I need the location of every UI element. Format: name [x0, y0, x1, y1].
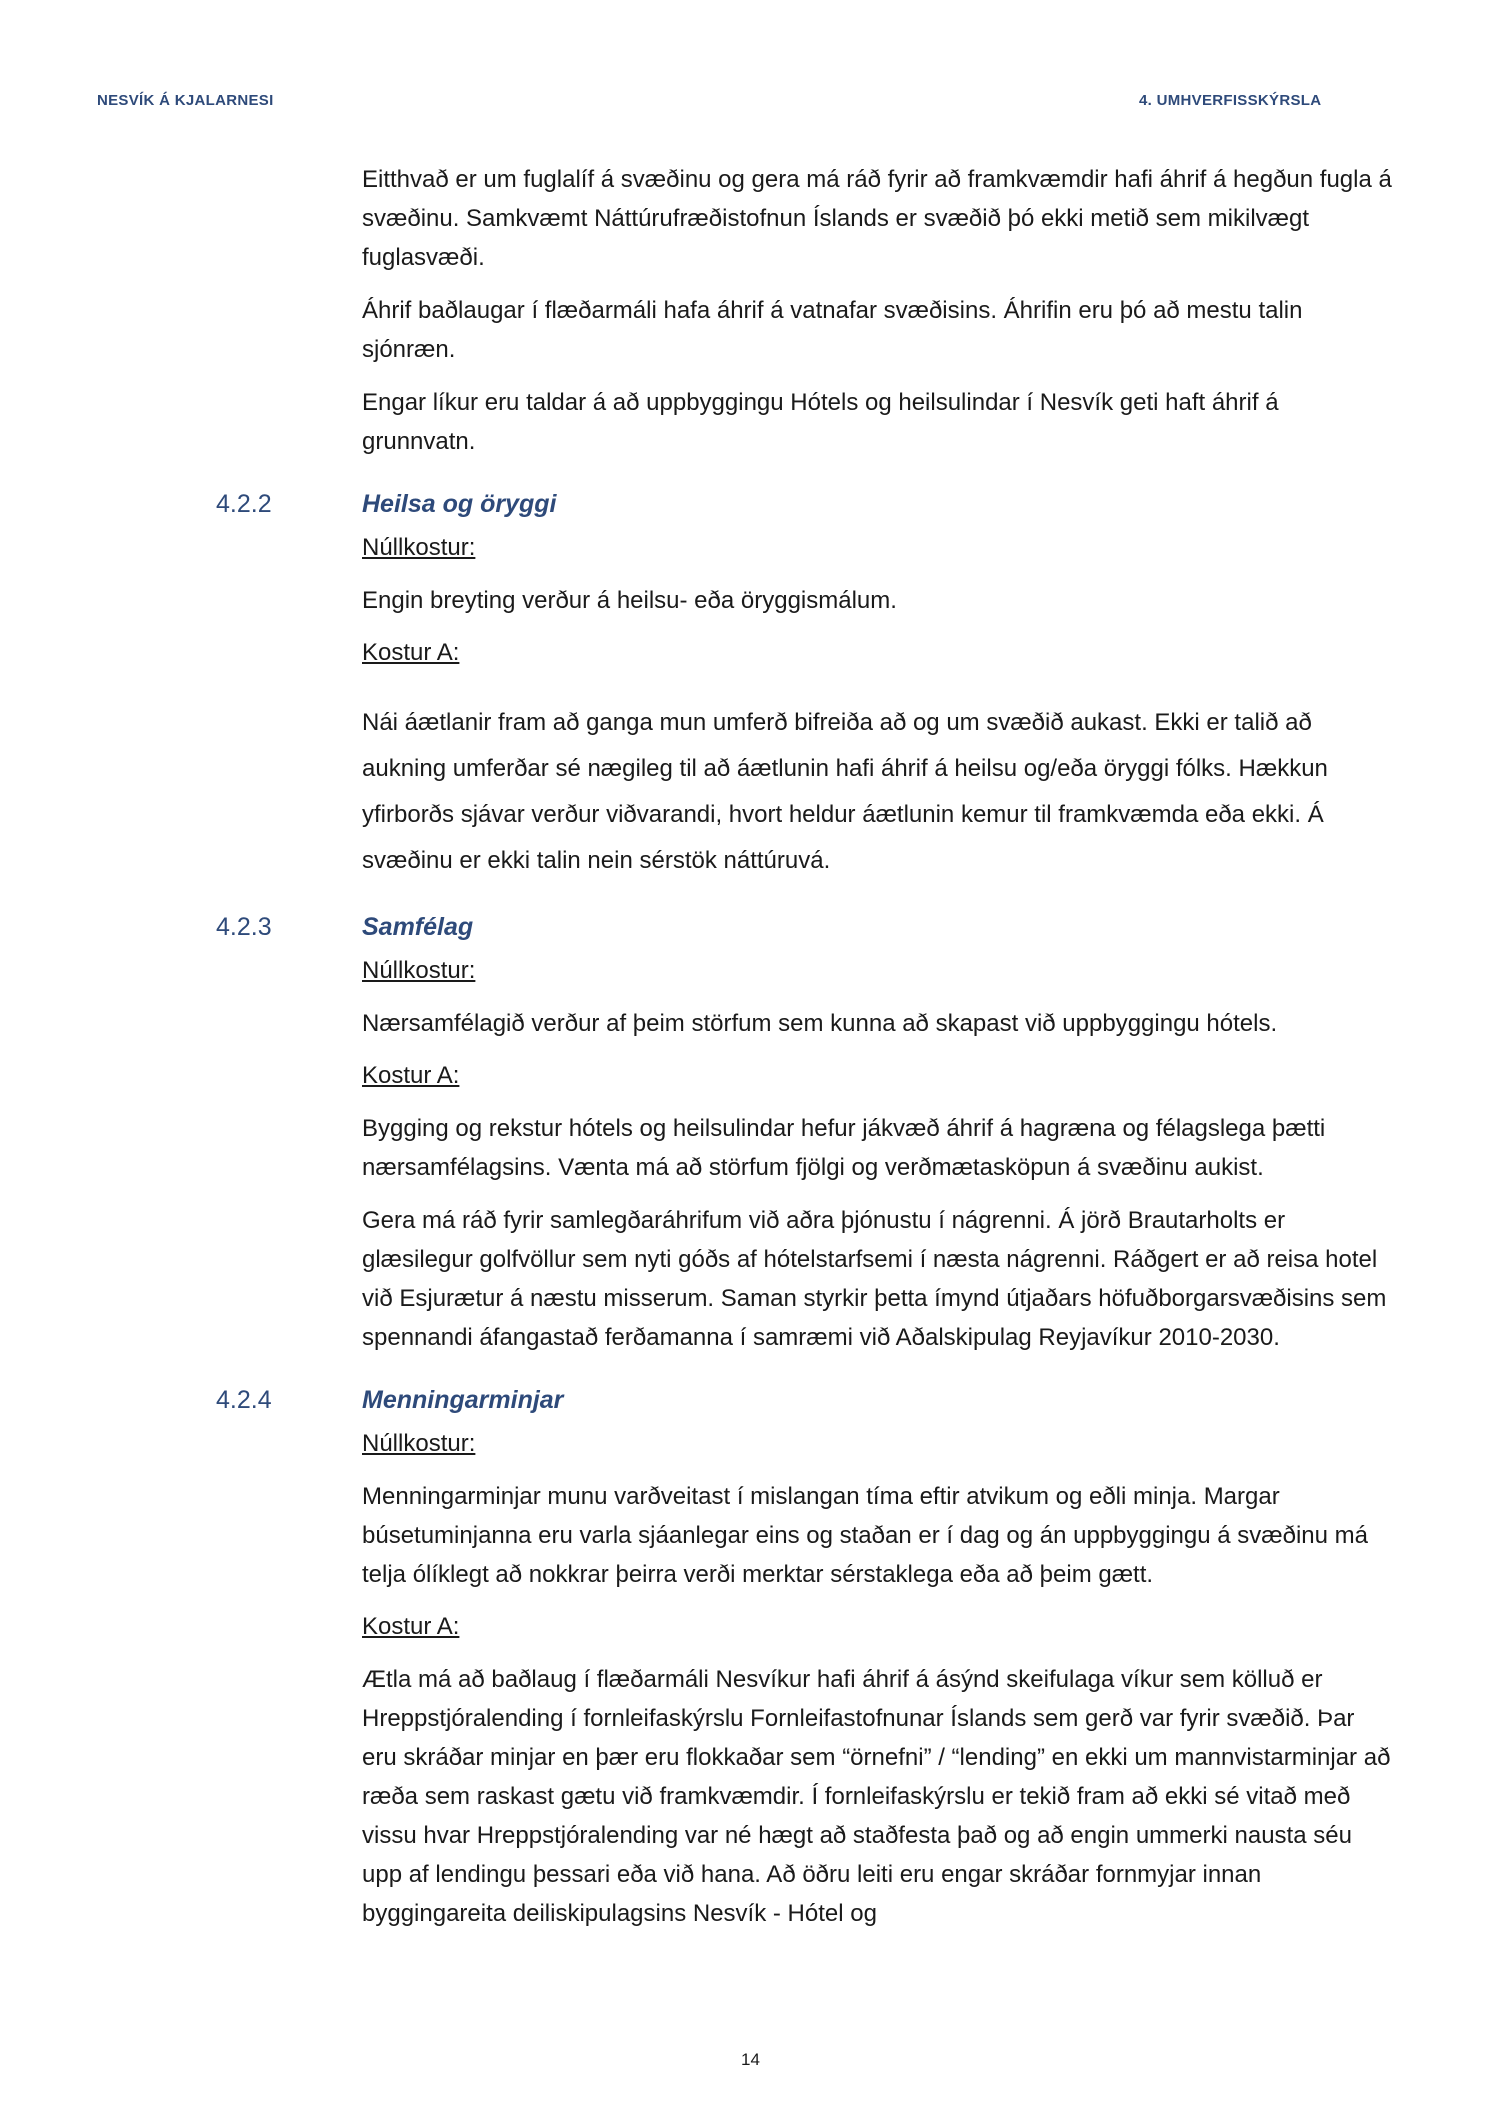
section-heading: [216, 908, 1392, 946]
paragraph: Áhrif baðlaugar í flæðarmáli hafa áhrif á vatnafar svæðisins. Áhrifin eru þó að mestu talin sjónræn.: [362, 297, 1303, 363]
subheading-option-a: Kostur A:: [362, 1062, 460, 1089]
paragraph: Menningarminjar munu varðveitast í mislangan tíma eftir atvikum og eðli minja. Margar búsetuminjanna eru varla sjáanlegar eins og staðan er í dag og án uppbyggingu á svæðinu má telja ólíklegt að nokkrar þeirra verði merktar sérstaklega eða að þeim gætt.: [362, 1483, 1369, 1588]
paragraph: Gera má ráð fyrir samlegðaráhrifum við aðra þjónustu í nágrenni. Á jörð Brautarholts er glæsilegur golfvöllur sem nyti góðs af hótelstarfsemi í næsta nágrenni. Ráðgert er að reisa hotel við Esjurætur á næstu misserum. Saman styrkir þetta ímynd útjaðars höfuðborgarsvæðisins sem spennandi áfangastað ferðamanna í samræmi við Aðalskipulag Reyjavíkur 2010-2030.: [362, 1207, 1387, 1351]
subheading-null-option: Núllkostur:: [362, 1430, 476, 1457]
section-heading: [216, 485, 1392, 523]
section-title: Samfélag: [362, 913, 474, 941]
section-number: 4.2.4: [216, 1386, 272, 1414]
paragraph: Engar líkur eru taldar á að uppbyggingu Hótels og heilsulindar í Nesvík geti haft áhrif á grunnvatn.: [362, 389, 1279, 455]
subheading-null-option: Núllkostur:: [362, 957, 476, 984]
subheading-option-a: Kostur A:: [362, 639, 460, 666]
paragraph: Bygging og rekstur hótels og heilsulindar hefur jákvæð áhrif á hagræna og félagslega þætti nærsamfélagsins. Vænta má að störfum fjölgi og verðmætasköpun á svæðinu aukist.: [362, 1115, 1326, 1181]
section-title: Heilsa og öryggi: [362, 490, 557, 518]
page-number: 14: [741, 2050, 760, 2069]
subheading-option-a: Kostur A:: [362, 1613, 460, 1640]
running-header-right: 4. UMHVERFISSKÝRSLA: [1139, 92, 1322, 109]
section-number: 4.2.2: [216, 490, 272, 518]
section-heading: [216, 1381, 1392, 1419]
section-number: 4.2.3: [216, 913, 272, 941]
document-body: [216, 160, 1392, 1947]
subheading-null-option: Núllkostur:: [362, 534, 476, 561]
section-title: Menningarminjar: [362, 1386, 564, 1414]
paragraph: Nái áætlanir fram að ganga mun umferð bifreiða að og um svæðið aukast. Ekki er talið að aukning umferðar sé nægileg til að áætlunin hafi áhrif á heilsu og/eða öryggi fólks. Hækkun yfirborðs sjávar verður viðvarandi, hvort heldur áætlunin kemur til framkvæmda eða ekki. Á svæðinu er ekki talin nein sérstök náttúruvá.: [362, 709, 1328, 874]
paragraph: Engin breyting verður á heilsu- eða öryggismálum.: [362, 587, 897, 614]
paragraph: Eitthvað er um fuglalíf á svæðinu og gera má ráð fyrir að framkvæmdir hafi áhrif á hegðun fugla á svæðinu. Samkvæmt Náttúrufræðistofnun Íslands er svæðið þó ekki metið sem mikilvægt fuglasvæði.: [362, 166, 1392, 271]
paragraph: Nærsamfélagið verður af þeim störfum sem kunna að skapast við uppbyggingu hótels.: [362, 1010, 1278, 1037]
paragraph: Ætla má að baðlaug í flæðarmáli Nesvíkur hafi áhrif á ásýnd skeifulaga víkur sem kölluð er Hreppstjóralending í fornleifaskýrslu Fornleifastofnunar Íslands sem gerð var fyrir svæðið. Þar eru skráðar minjar en þær eru flokkaðar sem “örnefni” / “lending” en ekki um mannvistarminjar að ræða sem raskast gætu við framkvæmdir. Í fornleifaskýrslu er tekið fram að ekki sé vitað með vissu hvar Hreppstjóralending var né hægt að staðfesta það og að engin ummerki nausta séu upp af lendingu þessari eða við hana. Að öðru leiti eru engar skráðar fornmyjar innan byggingareita deiliskipulagsins Nesvík - Hótel og: [362, 1666, 1391, 1927]
running-header-left: NESVÍK Á KJALARNESI: [97, 92, 274, 109]
